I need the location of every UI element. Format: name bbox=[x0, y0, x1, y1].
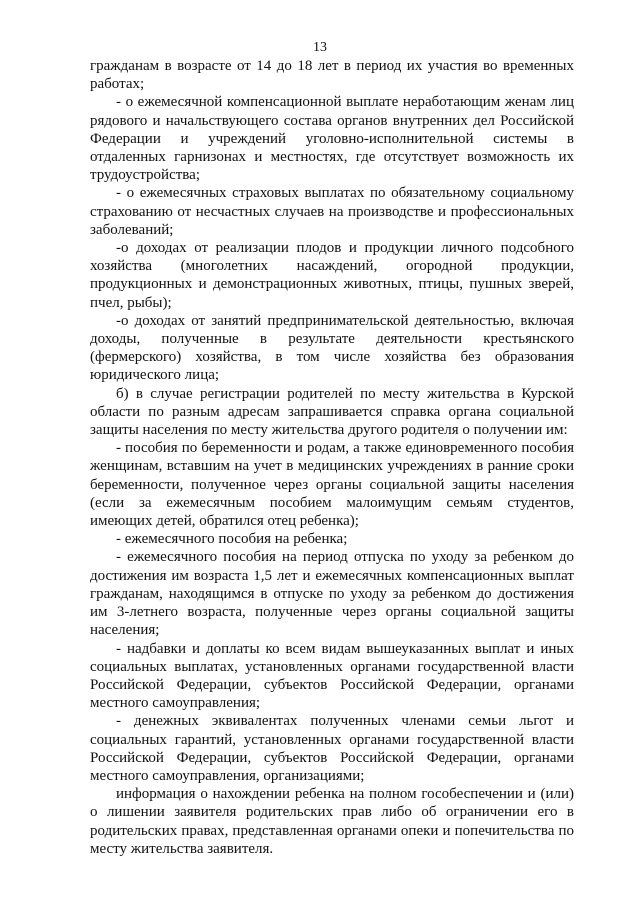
paragraph-maternity-allowance: - пособия по беременности и родам, а также единовременного пособия женщинам, вставшим на учет в медицинских учреждениях в ранние сроки беременности, полученное через органы социальной защиты населения (если за ежемесячным пособием малоимущим семьям студентов, имеющих детей, обратился отец ребенка); bbox=[90, 440, 574, 530]
paragraph-monetary-equivalents: - денежных эквивалентах полученных членами семьи льгот и социальных гарантий, установленных органами государственной власти Российской Федерации, субъектов Российской Федерации, органами местного самоуправления, организациями; bbox=[90, 713, 574, 784]
paragraph-monthly-child-allowance: - ежемесячного пособия на ребенка; bbox=[116, 531, 348, 548]
paragraph-household-income: -о доходах от реализации плодов и продукции личного подсобного хозяйства (многолетних насаждений, огородной продукции, продукционных и демонстрационных животных, птицы, пушных зверей, пчел, рыбы); bbox=[90, 240, 574, 311]
paragraph-guardianship-info: информация о нахождении ребенка на полном гособеспечении и (или) о лишении заявителя родительских прав либо об ограничении его в родительских правах, представленная органами опеки и попечительства по месту жительства заявителя. bbox=[90, 786, 574, 857]
paragraph-insurance-payments: - о ежемесячных страховых выплатах по обязательному социальному страхованию от несчастных случаев на производстве и профессиональных заболеваний; bbox=[90, 185, 574, 238]
paragraph-item-b: б) в случае регистрации родителей по месту жительства в Курской области по разным адресам запрашивается справка органа социальной защиты населения по месту жительства другого родителя о получении им: bbox=[90, 385, 574, 439]
paragraph-continuation: гражданам в возрасте от 14 до 18 лет в период их участия во временных работах; bbox=[90, 58, 574, 93]
paragraph-business-income: -о доходах от занятий предпринимательской деятельностью, включая доходы, полученные в результате деятельности крестьянского (фермерского) хозяйства, в том числе хозяйства без образования юридического лица; bbox=[90, 312, 574, 384]
page-number: 13 bbox=[313, 40, 327, 55]
paragraph-supplements: - надбавки и доплаты ко всем видам вышеуказанных выплат и иных социальных выплатах, установленных органами государственной власти Российской Федерации, субъектов Российской Федерации, органами местного самоуправления; bbox=[90, 640, 574, 712]
paragraph-compensation-wives: - о ежемесячной компенсационной выплате неработающим женам лиц рядового и начальствующего состава органов внутренних дел Российской Федерации и учреждений уголовно-исполнительной системы в отдаленных гарнизонах и местностях, где отсутствует возможность их трудоустройства; bbox=[90, 94, 574, 184]
document-body bbox=[90, 57, 574, 858]
paragraph-childcare-leave: - ежемесячного пособия на период отпуска по уходу за ребенком до достижения им возраста 1,5 лет и ежемесячных компенсационных выплат гражданам, находящимся в отпуске по уходу за ребенком до достижения им 3-летнего возраста, полученные через органы социальной защиты населения; bbox=[90, 549, 574, 639]
